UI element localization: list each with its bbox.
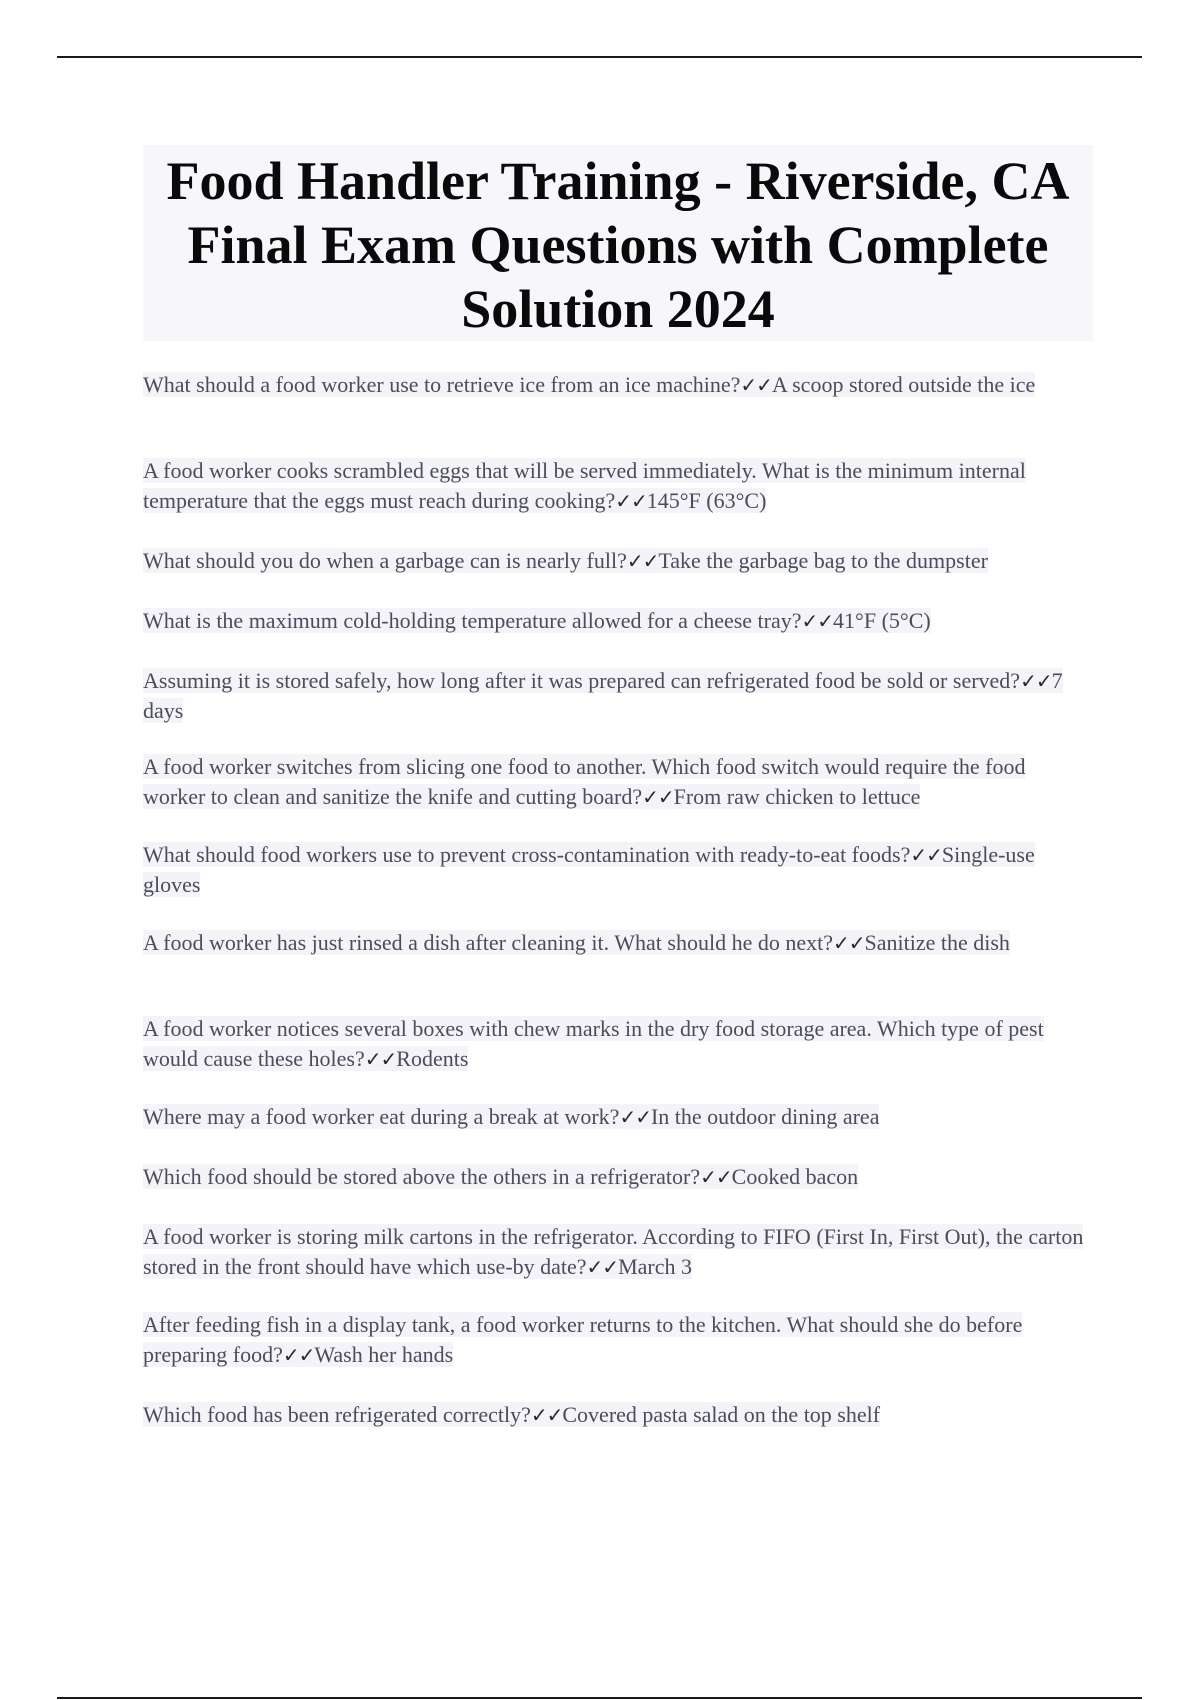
qa-text: [143, 1402, 880, 1427]
question-text: Assuming it is stored safely, how long after it was prepared can refrigerated food be sold or served?: [143, 668, 1021, 693]
qa-item: [143, 1162, 1093, 1192]
answer-check-icon: ✓✓: [832, 931, 865, 955]
answer-text: Take the garbage bag to the dumpster: [658, 548, 988, 573]
answer-check-icon: ✓✓: [615, 489, 647, 513]
answer-check-icon: ✓✓: [1020, 669, 1052, 693]
title-line-2: Final Exam Questions with Complete: [187, 215, 1049, 275]
qa-text: [143, 548, 988, 573]
answer-check-icon: ✓✓: [282, 1343, 315, 1367]
answer-text: Rodents: [396, 1046, 469, 1071]
answer-check-icon: ✓✓: [364, 1047, 397, 1071]
qa-text: [143, 1164, 858, 1189]
top-rule: [57, 56, 1142, 58]
answer-text: 7 days: [143, 668, 1063, 723]
qa-text: [143, 1312, 1022, 1367]
answer-check-icon: ✓✓: [530, 1403, 563, 1427]
question-text: Where may a food worker eat during a break at work?: [143, 1104, 620, 1129]
answer-check-icon: ✓✓: [619, 1105, 651, 1129]
qa-text: [143, 1016, 1044, 1071]
bottom-rule: [57, 1697, 1142, 1699]
answer-text: 145°F (63°C): [646, 488, 767, 513]
question-text: A food worker switches from slicing one food to another. Which food switch would require the food worker to clean and sanitize the knife and cutting board?: [143, 754, 1026, 809]
answer-text: 41°F (5°C): [833, 608, 931, 633]
qa-item: [143, 606, 1093, 636]
question-text: A food worker notices several boxes with chew marks in the dry food storage area. Which type of pest would cause these holes?: [143, 1016, 1044, 1071]
qa-item: [143, 546, 1093, 576]
question-text: What should you do when a garbage can is nearly full?: [143, 548, 627, 573]
qa-item: [143, 1222, 1093, 1282]
answer-text: Covered pasta salad on the top shelf: [562, 1402, 881, 1427]
answer-check-icon: ✓✓: [910, 843, 942, 867]
answer-check-icon: ✓✓: [801, 609, 834, 633]
question-text: Which food has been refrigerated correctly?: [143, 1402, 531, 1427]
answer-text: A scoop stored outside the ice: [771, 372, 1036, 397]
qa-item: [143, 752, 1093, 812]
qa-item: [143, 840, 1093, 900]
qa-item: [143, 666, 1093, 726]
qa-item: [143, 456, 1093, 516]
answer-text: Single-use gloves: [143, 842, 1035, 897]
question-text: A food worker is storing milk cartons in the refrigerator. According to FIFO (First In, First Out), the carton stored in the front should have which use-by date?: [143, 1224, 1084, 1279]
question-text: What should food workers use to prevent cross-contamination with ready-to-eat foods?: [143, 842, 911, 867]
question-text: A food worker cooks scrambled eggs that will be served immediately. What is the minimum internal temperature that the eggs must reach during cooking?: [143, 458, 1026, 513]
qa-text: [143, 608, 931, 633]
question-text: What should a food worker use to retrieve ice from an ice machine?: [143, 372, 741, 397]
qa-text: [143, 1104, 879, 1129]
qa-item: [143, 1102, 1093, 1132]
qa-item: [143, 1014, 1093, 1074]
answer-check-icon: ✓✓: [626, 549, 659, 573]
qa-text: [143, 1224, 1083, 1279]
question-text: Which food should be stored above the others in a refrigerator?: [143, 1164, 701, 1189]
qa-text: [143, 930, 1010, 955]
title-line-1: Food Handler Training - Riverside, CA: [166, 151, 1070, 211]
question-text: A food worker has just rinsed a dish after cleaning it. What should he do next?: [143, 930, 833, 955]
qa-text: [143, 842, 1035, 897]
qa-text: [143, 458, 1026, 513]
answer-check-icon: ✓✓: [740, 373, 772, 397]
answer-check-icon: ✓✓: [586, 1255, 619, 1279]
answer-check-icon: ✓✓: [642, 785, 674, 809]
qa-item: [143, 1400, 1093, 1430]
qa-text: [143, 372, 1035, 397]
question-text: What is the maximum cold-holding temperature allowed for a cheese tray?: [143, 608, 802, 633]
answer-text: Wash her hands: [314, 1342, 454, 1367]
answer-text: Sanitize the dish: [864, 930, 1010, 955]
qa-item: [143, 928, 1093, 958]
qa-text: [143, 754, 1025, 809]
qa-item: [143, 370, 1093, 400]
answer-text: Cooked bacon: [731, 1164, 859, 1189]
document-title: [143, 145, 1093, 341]
answer-text: March 3: [618, 1254, 692, 1279]
answer-check-icon: ✓✓: [700, 1165, 732, 1189]
question-text: After feeding fish in a display tank, a food worker returns to the kitchen. What should she do before preparing food?: [143, 1312, 1023, 1367]
title-line-3: Solution 2024: [461, 279, 775, 339]
answer-text: From raw chicken to lettuce: [673, 784, 921, 809]
answer-text: In the outdoor dining area: [650, 1104, 880, 1129]
qa-text: [143, 668, 1063, 723]
qa-item: [143, 1310, 1093, 1370]
